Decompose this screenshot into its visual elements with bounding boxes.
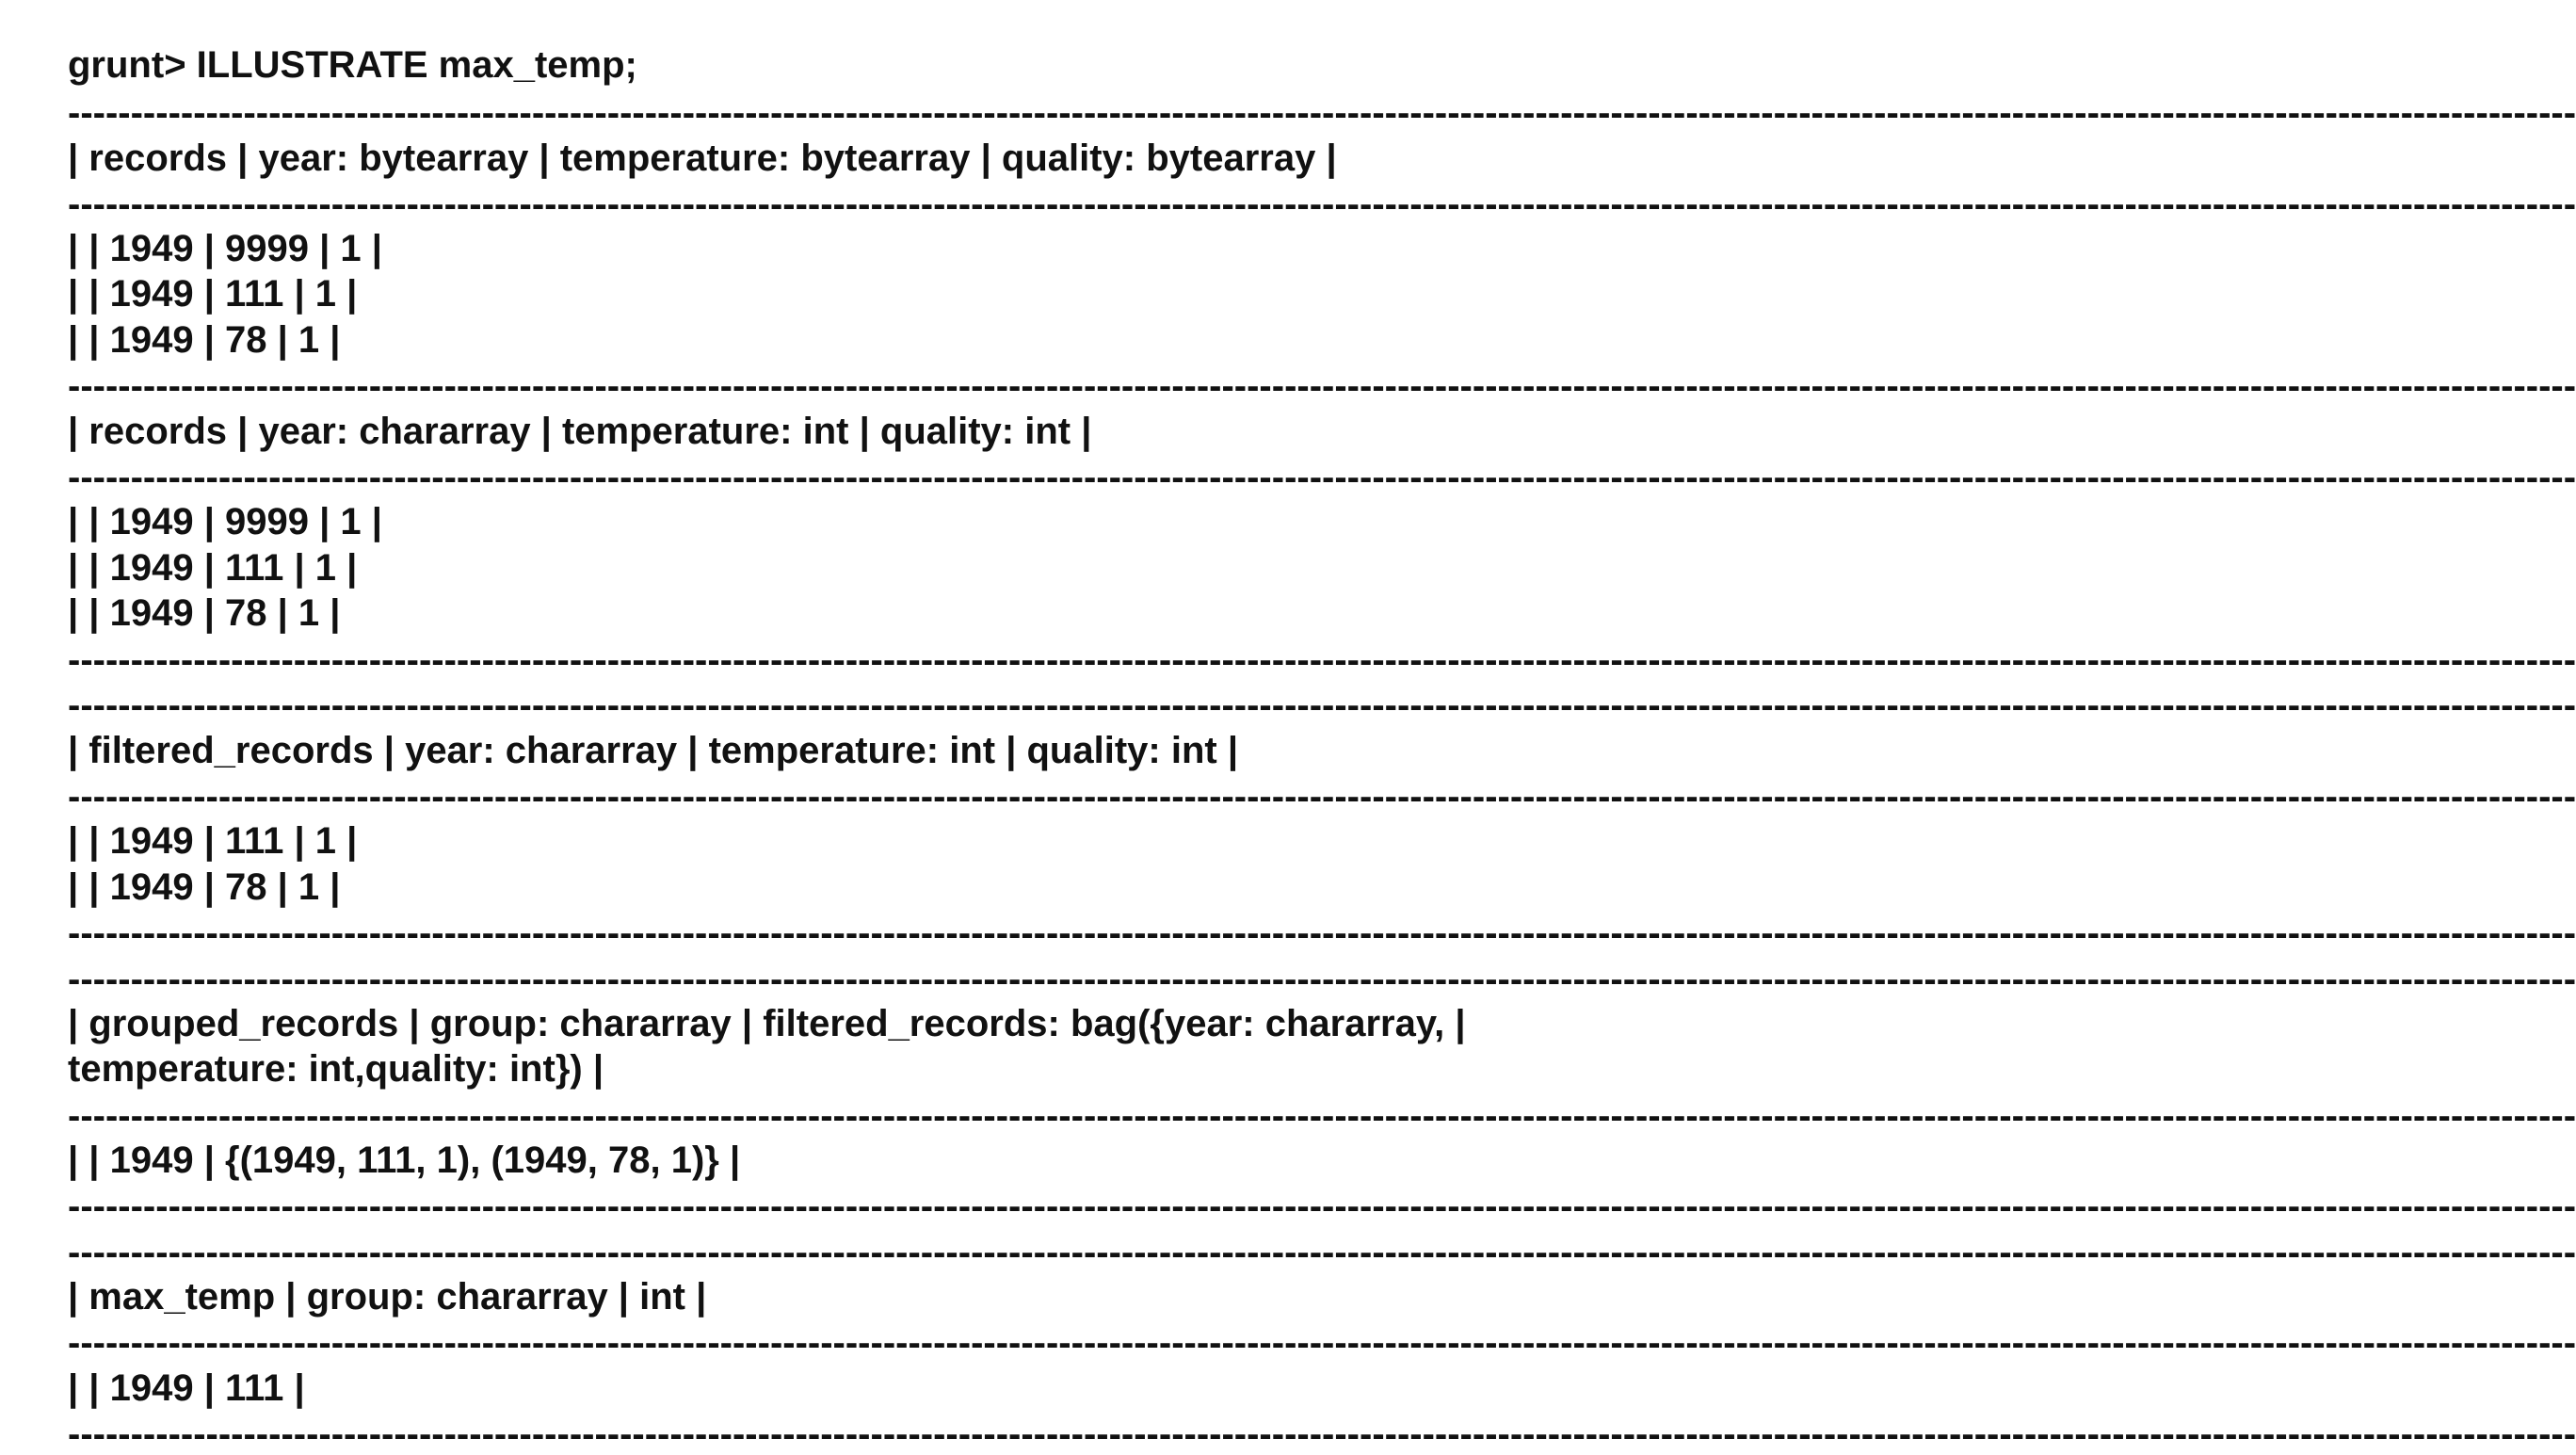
table-row: | | 1949 | 78 | 1 |: [68, 592, 341, 634]
table-row: | | 1949 | 111 | 1 |: [68, 820, 358, 862]
command-line: grunt> ILLUSTRATE max_temp;: [68, 44, 637, 86]
separator-line: --------------------------------------------------------------------------------------------------------------------------------------------------------------------------------------------------------: [68, 457, 2576, 498]
table-row: | | 1949 | 9999 | 1 |: [68, 501, 382, 542]
separator-line: --------------------------------------------------------------------------------------------------------------------------------------------------------------------------------------------------------: [68, 959, 2576, 1000]
separator-line: --------------------------------------------------------------------------------------------------------------------------------------------------------------------------------------------------------: [68, 1322, 2576, 1364]
separator-line: --------------------------------------------------------------------------------------------------------------------------------------------------------------------------------------------------------: [68, 184, 2576, 225]
table-header: | max_temp | group: chararray | int |: [68, 1276, 707, 1318]
separator-line: --------------------------------------------------------------------------------------------------------------------------------------------------------------------------------------------------------: [68, 1095, 2576, 1137]
table-header: | records | year: chararray | temperature: int | quality: int |: [68, 411, 1092, 452]
table-row: | | 1949 | 78 | 1 |: [68, 866, 341, 908]
separator-line: --------------------------------------------------------------------------------------------------------------------------------------------------------------------------------------------------------: [68, 776, 2576, 817]
table-header: | grouped_records | group: chararray | filtered_records: bag({year: chararray, |: [68, 1003, 1466, 1044]
separator-line: --------------------------------------------------------------------------------------------------------------------------------------------------------------------------------------------------------: [68, 92, 2576, 134]
table-header: | filtered_records | year: chararray | temperature: int | quality: int |: [68, 730, 1239, 771]
table-row: | | 1949 | 111 | 1 |: [68, 273, 358, 315]
table-row: | | 1949 | 9999 | 1 |: [68, 228, 382, 269]
separator-line: --------------------------------------------------------------------------------------------------------------------------------------------------------------------------------------------------------: [68, 365, 2576, 407]
table-row: | | 1949 | {(1949, 111, 1), (1949, 78, 1)} |: [68, 1140, 741, 1181]
separator-line: --------------------------------------------------------------------------------------------------------------------------------------------------------------------------------------------------------: [68, 1232, 2576, 1273]
separator-line: --------------------------------------------------------------------------------------------------------------------------------------------------------------------------------------------------------: [68, 639, 2576, 681]
separator-line: --------------------------------------------------------------------------------------------------------------------------------------------------------------------------------------------------------: [68, 1414, 2576, 1455]
table-header-continued: temperature: int,quality: int}) |: [68, 1048, 604, 1090]
table-row: | | 1949 | 78 | 1 |: [68, 319, 341, 361]
separator-line: --------------------------------------------------------------------------------------------------------------------------------------------------------------------------------------------------------: [68, 1186, 2576, 1227]
table-header: | records | year: bytearray | temperature: bytearray | quality: bytearray |: [68, 137, 1337, 179]
separator-line: --------------------------------------------------------------------------------------------------------------------------------------------------------------------------------------------------------: [68, 913, 2576, 954]
table-row: | | 1949 | 111 | 1 |: [68, 547, 358, 589]
table-row: | | 1949 | 111 |: [68, 1367, 305, 1409]
separator-line: --------------------------------------------------------------------------------------------------------------------------------------------------------------------------------------------------------: [68, 685, 2576, 726]
